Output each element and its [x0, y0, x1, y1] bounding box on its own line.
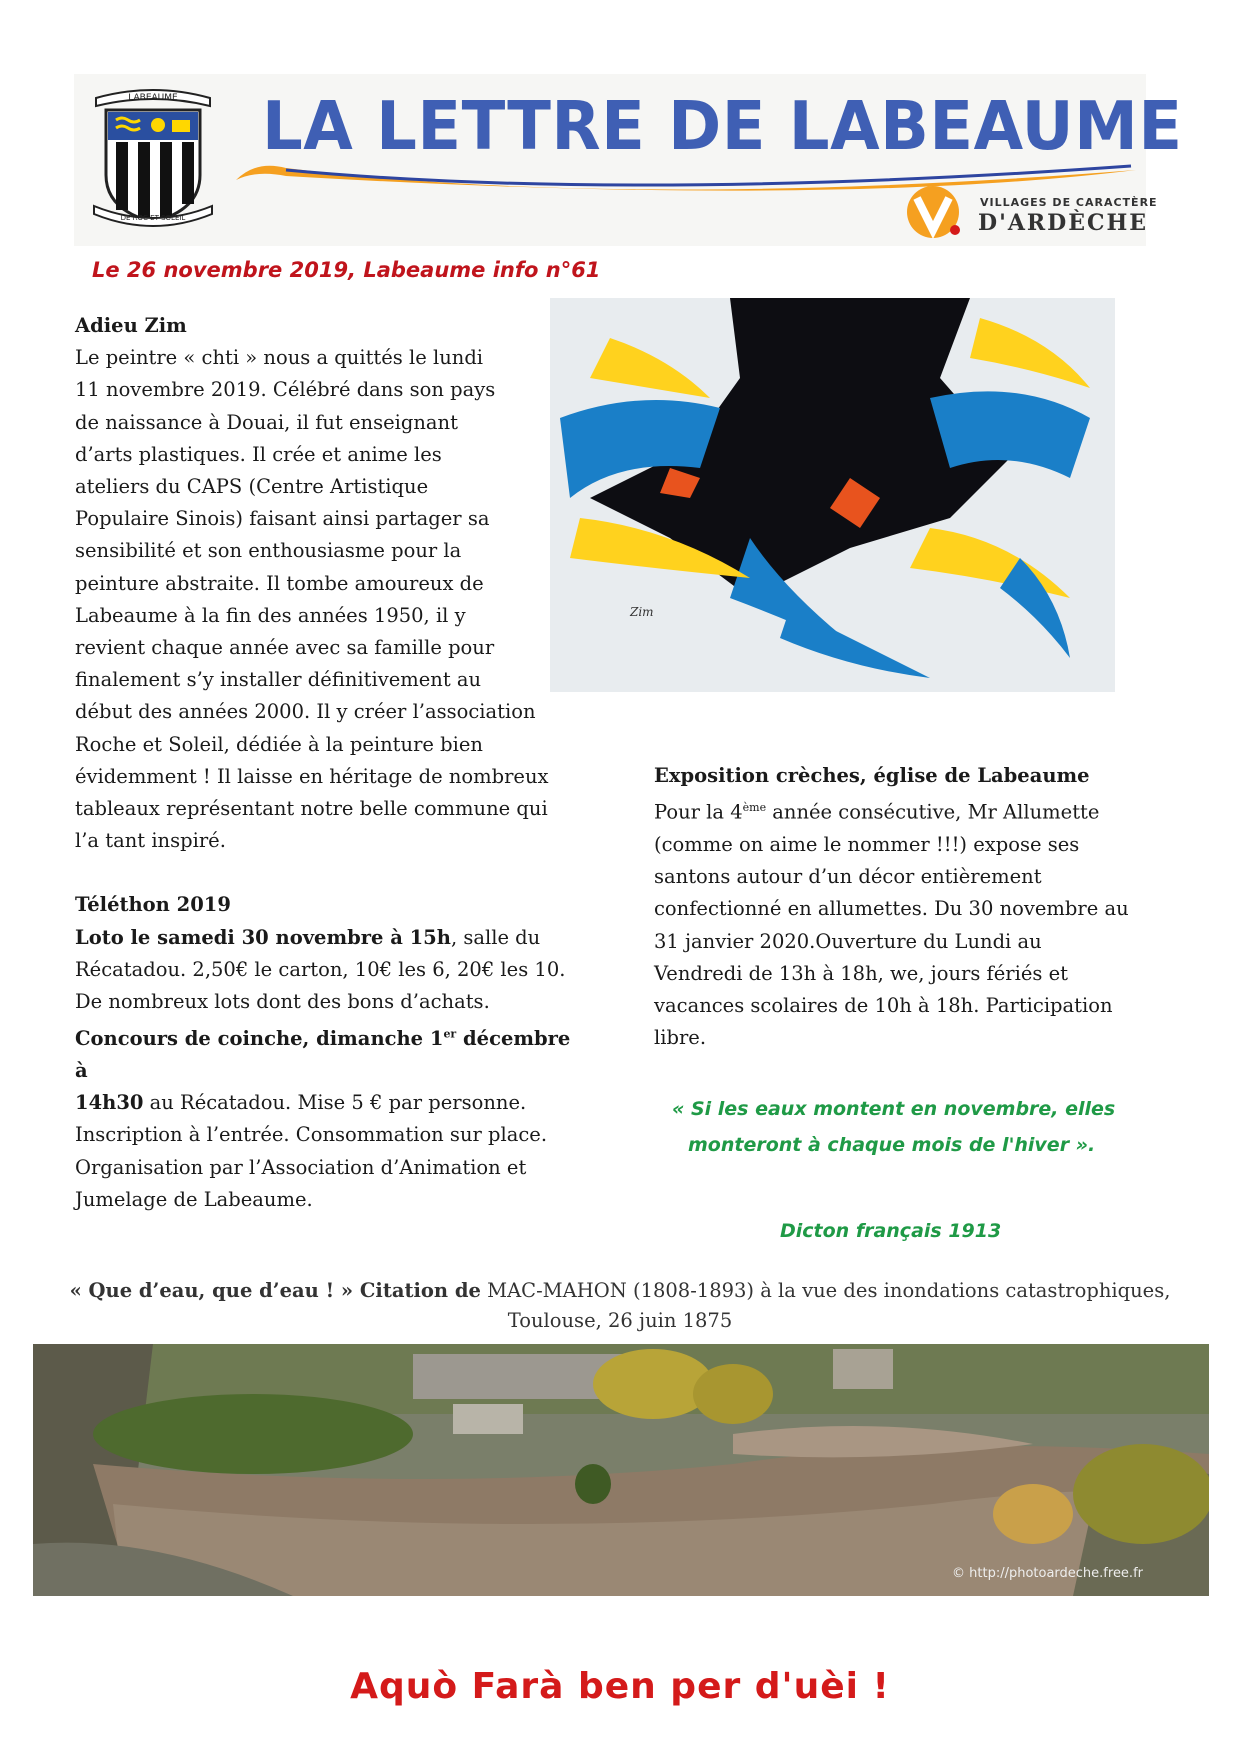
ardeche-label: D'ARDÈCHE	[978, 210, 1149, 236]
photo-credit: © http://photoardeche.free.fr	[952, 1566, 1143, 1581]
zim-line: de naissance à Douai, il fut enseignant	[75, 410, 458, 434]
coinche-sup: er	[443, 1027, 457, 1041]
citation-rest: MAC-MAHON (1808-1893) à la vue des inondations catastrophiques,	[480, 1279, 1171, 1302]
zim-line: Roche et Soleil, dédiée à la peinture bien	[75, 732, 483, 756]
expo-line: Vendredi de 13h à 18h, we, jours fériés et	[654, 961, 1068, 985]
zim-line: début des années 2000. Il y créer l’association	[75, 700, 536, 724]
telethon-loto-line	[75, 922, 575, 954]
expo-heading: Exposition crèches, église de Labeaume	[654, 764, 1090, 787]
occitan-motto: Aquò Farà ben per d'uèi !	[350, 1666, 890, 1707]
coinche-a: Concours de coinche, dimanche 1	[75, 1026, 444, 1050]
zim-line: revient chaque année avec sa famille pour	[75, 636, 495, 660]
expo-line: vacances scolaires de 10h à 18h. Participation	[654, 993, 1113, 1017]
crest-bottom-text: DE ROC ET SOLEIL	[120, 214, 186, 222]
expo-line: 31 janvier 2020.Ouverture du Lundi au	[654, 929, 1042, 953]
expo-line: confectionné en allumettes. Du 30 novembre au	[654, 897, 1129, 921]
villages-label: VILLAGES DE CARACTÈRE	[980, 196, 1158, 209]
expo-line1-sup: ème	[742, 801, 767, 815]
telethon-time-line	[75, 1087, 575, 1119]
time-bold: 14h30	[75, 1091, 144, 1115]
loto-rest: , salle du	[450, 925, 541, 949]
zim-line: l’a tant inspiré.	[75, 829, 226, 853]
expo-line1-a: Pour la 4	[654, 800, 743, 824]
citation-block	[60, 1276, 1180, 1336]
loto-bold: Loto le samedi 30 novembre à 15h	[75, 925, 451, 949]
telethon-line: Jumelage de Labeaume.	[75, 1187, 313, 1211]
expo-line1-b: année consécutive, Mr Allumette	[766, 800, 1100, 824]
labeaume-crest-logo	[86, 80, 220, 230]
zim-line: d’arts plastiques. Il crée et anime les	[75, 442, 442, 466]
zim-line: ateliers du CAPS (Centre Artistique	[75, 475, 429, 499]
right-column	[654, 760, 1154, 1054]
coinche-b: décembre à	[75, 1026, 571, 1082]
left-column	[75, 310, 575, 1216]
telethon-heading: Téléthon 2019	[75, 893, 231, 917]
citation-quote: « Que d’eau, que d’eau ! » Citation de	[69, 1279, 481, 1302]
zim-line: finalement s’y installer définitivement au	[75, 668, 482, 692]
telethon-line: Organisation par l’Association d’Animation et	[75, 1155, 527, 1179]
telethon-line: Inscription à l’entrée. Consommation sur place.	[75, 1123, 548, 1147]
zim-line: évidemment ! Il laisse en héritage de nombreux	[75, 764, 549, 788]
time-rest: au Récatadou. Mise 5 € par personne.	[143, 1091, 527, 1115]
expo-line: santons autour d’un décor entièrement	[654, 865, 1042, 889]
dicton-line-1: « Si les eaux montent en novembre, elles	[672, 1098, 1116, 1120]
zim-line: Le peintre « chti » nous a quittés le lundi	[75, 346, 484, 370]
zim-abstract-painting	[550, 298, 1115, 692]
expo-line: libre.	[654, 1026, 707, 1050]
villages-de-caractere-logo	[905, 184, 965, 240]
citation-line-1	[60, 1276, 1180, 1306]
zim-line: Labeaume à la fin des années 1950, il y	[75, 603, 466, 627]
coinche-bold	[75, 1027, 570, 1082]
zim-heading: Adieu Zim	[75, 314, 187, 337]
issue-dateline: Le 26 novembre 2019, Labeaume info n°61	[92, 258, 601, 282]
dicton-source: Dicton français 1913	[780, 1220, 1002, 1242]
dicton-line-2: monteront à chaque mois de l'hiver ».	[688, 1134, 1096, 1156]
citation-line-2: Toulouse, 26 juin 1875	[507, 1309, 733, 1332]
zim-line: peinture abstraite. Il tombe amoureux de	[75, 571, 484, 595]
expo-line: (comme on aime le nommer !!!) expose ses	[654, 832, 1080, 856]
zim-line: Populaire Sinois) faisant ainsi partager sa	[75, 507, 490, 531]
telethon-coinche-line	[75, 1018, 575, 1087]
zim-line: tableaux représentant notre belle commune qui	[75, 797, 548, 821]
zim-line: sensibilité et son enthousiasme pour la	[75, 539, 462, 563]
telethon-line: De nombreux lots dont des bons d’achats.	[75, 990, 490, 1014]
painting-signature: Zim	[630, 605, 654, 619]
crest-top-text: LABEAUME	[128, 93, 178, 103]
telethon-line: Récatadou. 2,50€ le carton, 10€ les 6, 20€ les 10.	[75, 957, 566, 981]
newsletter-title: LA LETTRE DE LABEAUME	[262, 88, 1183, 166]
flood-photo	[33, 1344, 1209, 1596]
expo-first-line	[654, 792, 1154, 829]
zim-line: 11 novembre 2019. Célébré dans son pays	[75, 378, 496, 402]
